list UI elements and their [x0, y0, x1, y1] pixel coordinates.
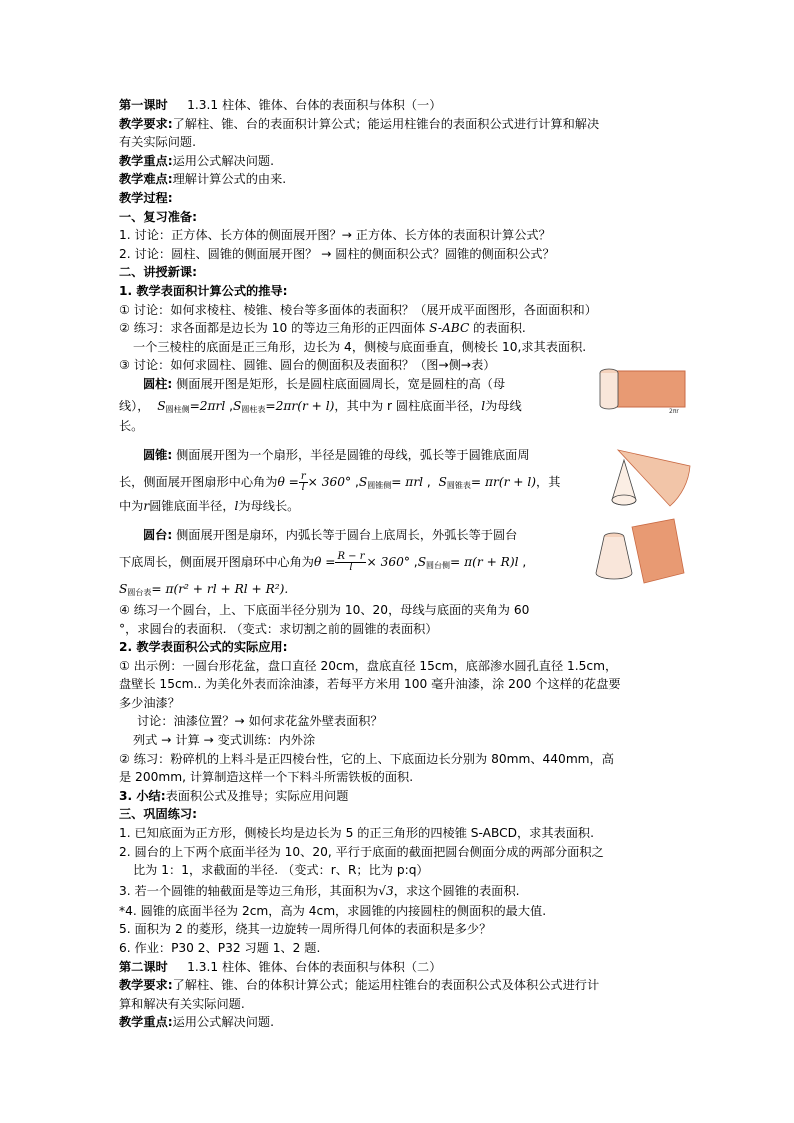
lesson2-key-point: 教学重点:运用公式解决问题.: [119, 1015, 274, 1030]
lesson2-requirements: 教学要求:了解柱、锥、台的体积计算公式；能运用柱锥台的表面积公式及体积公式进行计: [119, 978, 600, 993]
lesson2-title: 第二课时 1.3.1 柱体、锥体、台体的表面积与体积（二）: [119, 959, 442, 974]
process-heading: 教学过程:: [119, 190, 173, 205]
frustum-angle-fraction: $\frac{R - r}{l}$: [337, 550, 365, 573]
cylinder-unfold-figure: [597, 367, 689, 415]
cylinder-line-3: 长。: [119, 418, 144, 433]
cone-unfold-figure: [604, 440, 694, 510]
cylinder-lateral-rectangle: [615, 371, 685, 407]
frustum-unfold-figure: [592, 513, 688, 589]
frustum-body: [596, 537, 632, 579]
exercise-4-line-1: ④ 练习一个圆台，上、下底面半径分别为 10、20，母线与底面的夹角为 60: [119, 602, 530, 617]
review-heading: 一、复习准备:: [119, 209, 197, 224]
derive-item-4: ③ 讨论：如何求圆柱、圆锥、圆台的侧面积及表面积？（图→侧→表）: [119, 358, 496, 373]
derive-item-3: 一个三棱柱的底面是正三角形，边长为 4，侧棱与底面垂直，侧棱长 10,求其表面积.: [133, 339, 587, 354]
new-lesson-heading: 二、讲授新课:: [119, 265, 197, 280]
lesson1-title: 第一课时 1.3.1 柱体、锥体、台体的表面积与体积（一）: [119, 98, 442, 112]
frustum-line-3: $S_{圆台表}= \pi(r^2$ + rl + Rl + R²).: [119, 581, 289, 597]
review-item-2: 2. 讨论：圆柱、圆锥的侧面展开图？ → 圆柱的侧面积公式？圆锥的侧面积公式？: [119, 246, 555, 261]
cylinder-body: [600, 373, 618, 409]
cylinder-line-2: 线）， $S_{圆柱侧}=2\pi rl$ $,S_{圆柱表}=2\pi r(r + l)$，其中为 r 圆柱底面半径，l为母线: [119, 398, 522, 414]
apply-line-7: 是 200mm, 计算制造这样一个下料斗所需铁板的面积.: [119, 770, 414, 785]
practice-3: 3. 若一个圆锥的轴截面是等边三角形，其面积为√3，求这个圆锥的表面积.: [119, 883, 520, 898]
apply-heading: 2. 教学表面积公式的实际应用:: [119, 640, 288, 655]
exercise-4-line-2: °，求圆台的表面积. （变式：求切割之前的圆锥的表面积）: [119, 621, 438, 636]
practice-2-cont: 比为 1：1，求截面的半径. （变式：r、R；比为 p:q）: [133, 863, 429, 878]
derive-item-1: ① 讨论：如何求棱柱、棱锥、棱台等多面体的表面积？（展开成平面图形，各面面积和）: [119, 302, 597, 317]
review-item-1: 1. 讨论：正方体、长方体的侧面展开图？→ 正方体、长方体的表面积计算公式？: [119, 228, 551, 243]
apply-line-3: 多少油漆？: [119, 695, 180, 710]
lesson1-key-point: 教学重点:运用公式解决问题.: [119, 153, 274, 168]
practice-heading: 三、巩固练习:: [119, 807, 197, 822]
summary: 3. 小结:表面积公式及推导；实际应用问题: [119, 788, 349, 803]
derive-item-2: ② 练习：求各面都是边长为 10 的等边三角形的正四面体 S-ABC 的表面积.: [119, 321, 526, 336]
apply-line-2: 盘壁长 15cm.. 为美化外表而涂油漆，若每平方米用 100 毫升油漆，涂 200 个这样的花盘要: [119, 677, 621, 692]
practice-4: *4. 圆锥的底面半径为 2cm，高为 4cm，求圆锥的内接圆柱的侧面积的最大值.: [119, 903, 547, 918]
apply-line-1: ① 出示例：一圆台形花盆，盘口直径 20cm，盘底直径 15cm，底部渗水圆孔直径 1.5cm，: [119, 658, 618, 673]
practice-6: 6. 作业：P30 2、P32 习题 1、2 题.: [119, 941, 321, 955]
apply-line-6: ② 练习：粉碎机的上料斗是正四棱台性，它的上、下底面边长分别为 80mm、440mm，高: [119, 751, 614, 766]
frustum-line-1: 圆台: 侧面展开图是扇环，内弧长等于圆台上底周长，外弧长等于圆台: [143, 527, 518, 542]
lesson1-difficulty: 教学难点:理解计算公式的由来.: [119, 172, 287, 187]
lesson1-requirements-cont: 有关实际问题.: [119, 135, 196, 150]
frustum-annulus-sector: [632, 519, 684, 583]
lesson2-requirements-cont: 算和解决有关实际问题.: [119, 996, 245, 1011]
cylinder-line-1: 圆柱: 侧面展开图是矩形，长是圆柱底面圆周长，宽是圆柱的高（母: [143, 376, 506, 391]
cone-body: [612, 460, 636, 505]
cone-angle-fraction: $\frac{r}{l}$: [300, 470, 306, 493]
derive-heading: 1. 教学表面积计算公式的推导:: [119, 283, 288, 298]
practice-1: 1. 已知底面为正方形，侧棱长均是边长为 5 的正三角形的四棱锥 S-ABCD，求其表面积.: [119, 826, 594, 841]
frustum-line-2: 下底周长，侧面展开图扇环中心角为θ = $\frac{R - r}{l}$ × 360° $,S_{圆台侧}= \pi(r + R)l$ ,: [119, 550, 527, 573]
practice-5: 5. 面积为 2 的菱形，绕其一边旋转一周所得几何体的表面积是多少？: [119, 922, 492, 937]
cone-line-1: 圆锥: 侧面展开图为一个扇形，半径是圆锥的母线，弧长等于圆锥底面周: [143, 447, 530, 462]
cylinder-label: 2πr: [669, 408, 679, 415]
cone-line-3: 中为r圆锥底面半径，l为母线长。: [119, 498, 300, 513]
cone-line-2: 长，侧面展开图扇形中心角为θ = $\frac{r}{l}$ × 360° $,S_{圆锥侧}= \pi rl$ , $S_{圆锥表}= \pi r(r + l)$，其: [119, 470, 561, 493]
practice-2: 2. 圆台的上下两个底面半径为 10、20, 平行于底面的截面把圆台侧面分成的两部分面积之: [119, 844, 604, 859]
apply-line-5: 列式 → 计算 → 变式训练：内外涂: [133, 733, 316, 748]
apply-line-4: 讨论：油漆位置？→ 如何求花盆外壁表面积？: [137, 714, 383, 729]
lesson1-requirements: 教学要求:了解柱、锥、台的表面积计算公式；能运用柱锥台的表面积公式进行计算和解决: [119, 116, 600, 131]
